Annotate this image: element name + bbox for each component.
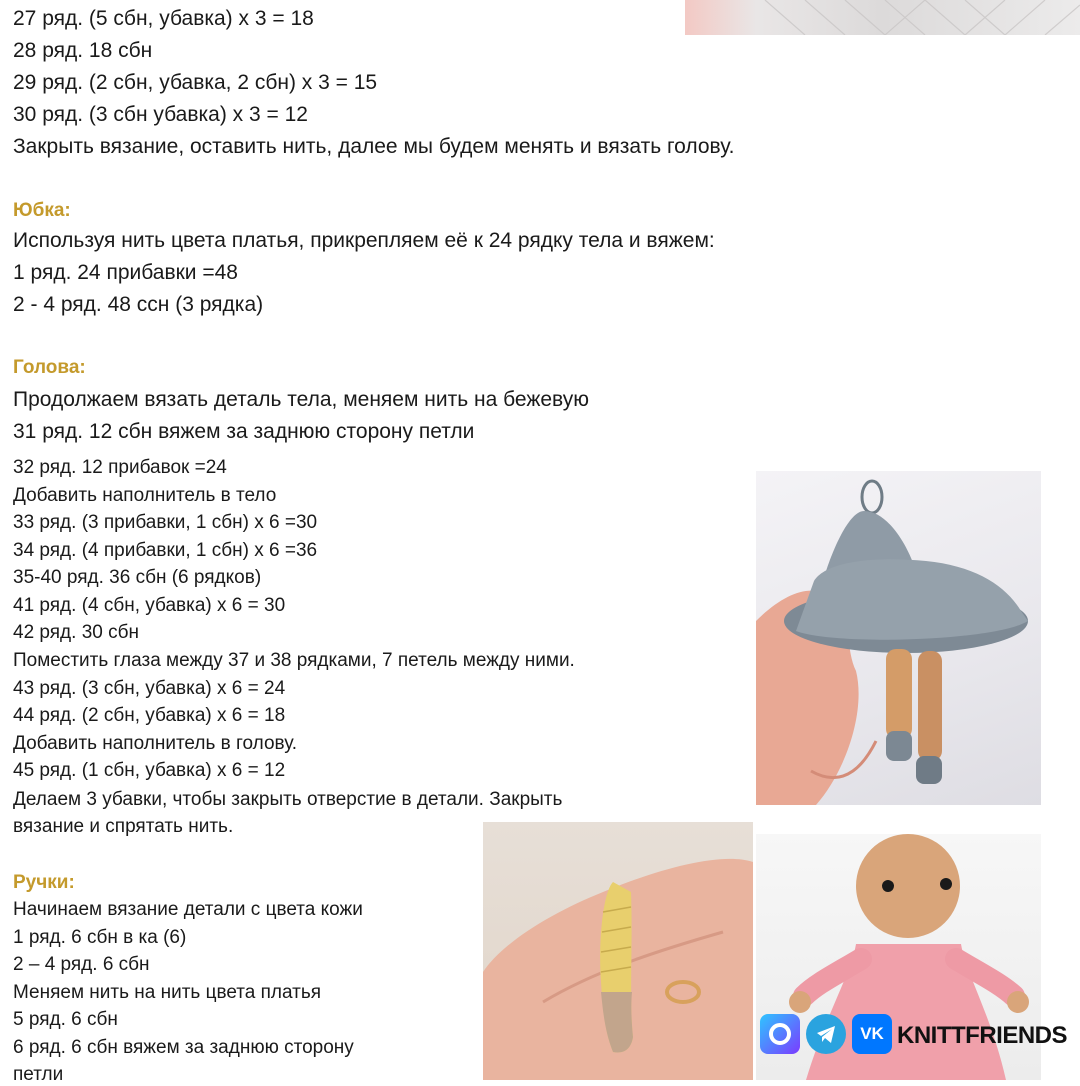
text-line: 2 – 4 ряд. 6 сбн bbox=[13, 954, 150, 975]
text-line: Добавить наполнитель в тело bbox=[13, 485, 277, 506]
text-line: 1 ряд. 6 сбн в ка (6) bbox=[13, 927, 187, 948]
photo-arm-in-hand bbox=[483, 822, 753, 1080]
text-line: 42 ряд. 30 сбн bbox=[13, 622, 139, 643]
text-line: 29 ряд. (2 сбн, убавка, 2 сбн) х 3 = 15 bbox=[13, 71, 378, 94]
section-heading-arms: Ручки: bbox=[13, 872, 75, 893]
text-line: 2 - 4 ряд. 48 ссн (3 рядка) bbox=[13, 293, 264, 316]
text-line: 1 ряд. 24 прибавки =48 bbox=[13, 261, 238, 284]
text-line: 32 ряд. 12 прибавок =24 bbox=[13, 457, 227, 478]
text-line: Делаем 3 убавки, чтобы закрыть отверстие в детали. Закрыть bbox=[13, 789, 563, 810]
text-line: 41 ряд. (4 сбн, убавка) х 6 = 30 bbox=[13, 595, 286, 616]
text-line: 33 ряд. (3 прибавки, 1 сбн) х 6 =30 bbox=[13, 512, 318, 533]
text-line: 28 ряд. 18 сбн bbox=[13, 39, 153, 62]
text-line: 34 ряд. (4 прибавки, 1 сбн) х 6 =36 bbox=[13, 540, 318, 561]
text-line: 31 ряд. 12 сбн вяжем за заднюю сторону петли bbox=[13, 420, 475, 443]
text-line: 6 ряд. 6 сбн вяжем за заднюю сторону bbox=[13, 1037, 354, 1058]
text-line: Поместить глаза между 37 и 38 рядками, 7 петель между ними. bbox=[13, 650, 575, 671]
text-line: 43 ряд. (3 сбн, убавка) х 6 = 24 bbox=[13, 678, 286, 699]
text-line: Начинаем вязание детали с цвета кожи bbox=[13, 899, 363, 920]
text-line: Используя нить цвета платья, прикрепляем её к 24 рядку тела и вяжем: bbox=[13, 229, 715, 252]
text-line: 35-40 ряд. 36 сбн (6 рядков) bbox=[13, 567, 262, 588]
vk-icon[interactable] bbox=[852, 1014, 892, 1054]
photo-doll-skirt bbox=[756, 471, 1041, 805]
telegram-icon[interactable] bbox=[806, 1014, 846, 1054]
text-line: 44 ряд. (2 сбн, убавка) х 6 = 18 bbox=[13, 705, 286, 726]
text-line: 5 ряд. 6 сбн bbox=[13, 1009, 118, 1030]
section-heading-skirt: Юбка: bbox=[13, 200, 71, 221]
text-line: 45 ряд. (1 сбн, убавка) х 6 = 12 bbox=[13, 760, 286, 781]
text-line: петли bbox=[13, 1064, 64, 1085]
text-line: 27 ряд. (5 сбн, убавка) х 3 = 18 bbox=[13, 7, 314, 30]
text-line: Продолжаем вязать деталь тела, меняем нить на бежевую bbox=[13, 388, 589, 411]
brand-name: KNITTFRIENDS bbox=[897, 1022, 1067, 1049]
photo-fabric-top bbox=[685, 0, 1080, 35]
max-messenger-icon[interactable] bbox=[760, 1014, 800, 1054]
text-line: вязание и спрятать нить. bbox=[13, 816, 234, 837]
vk-icon-label: VK bbox=[860, 1024, 884, 1043]
section-heading-head: Голова: bbox=[13, 357, 86, 378]
text-line: 30 ряд. (3 сбн убавка) х 3 = 12 bbox=[13, 103, 308, 126]
text-line: Меняем нить на нить цвета платья bbox=[13, 982, 322, 1003]
text-line: Закрыть вязание, оставить нить, далее мы будем менять и вязать голову. bbox=[13, 135, 735, 158]
text-line: Добавить наполнитель в голову. bbox=[13, 733, 298, 754]
